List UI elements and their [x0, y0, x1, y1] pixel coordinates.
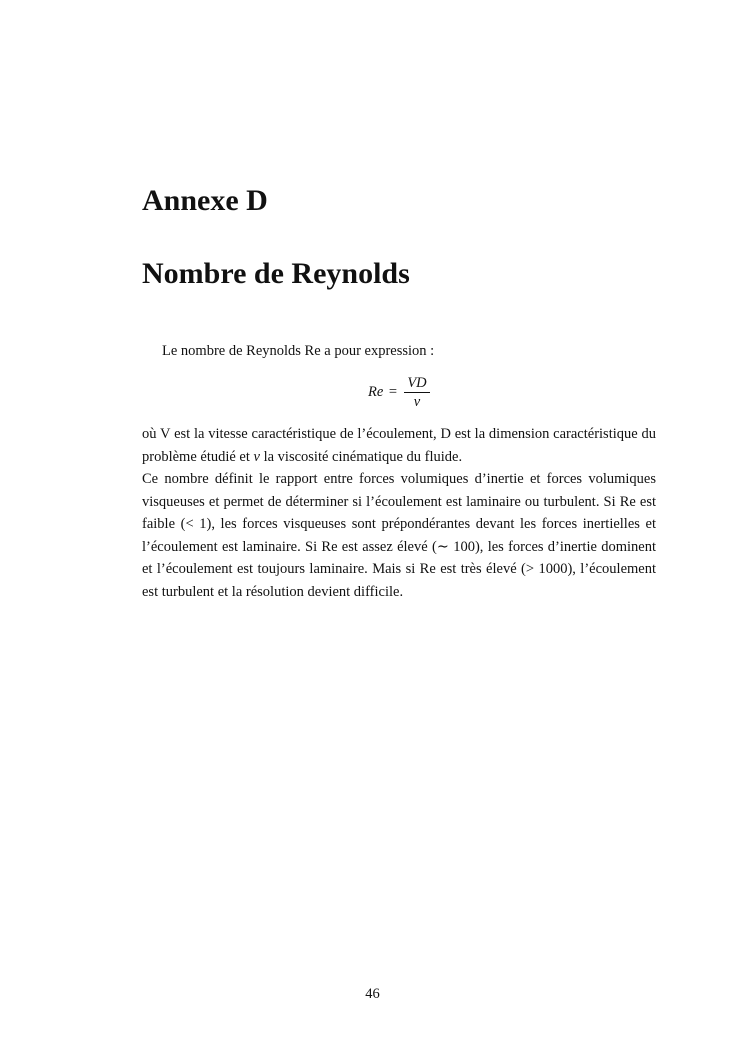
page-number: 46: [365, 986, 380, 1002]
equation-denominator: ν: [413, 394, 421, 410]
viscosity-symbol: ν: [253, 448, 260, 465]
paragraph-definition-part1: où V est la vitesse caractéristique de l’écoulement, D est la dimension caractéristique du problème étudié et: [142, 426, 656, 465]
paragraph-definition-part2: la viscosité cinématique du fluide.: [259, 448, 463, 465]
equation-numerator: VD: [404, 374, 430, 393]
paragraph-explanation: Ce nombre définit le rapport entre forces volumiques d’inertie et forces volumiques visqueuses et permet de déterminer si l’écoulement est laminaire ou turbulent. Si Re est faible (< 1), les forces visqueuses sont prépondérantes devant les forces inertielles et l’écoulement est laminaire. Si Re est assez élevé (∼ 100), les forces d’inertie dominent et l’écoulement est toujours laminaire. Mais si Re est très élevé (> 1000), l’écoulement est turbulent et la résolution devient difficile.: [142, 471, 656, 600]
equation-equals-sign: =: [388, 384, 398, 400]
body-text: [142, 423, 656, 603]
equation-lhs-symbol: Re: [368, 384, 384, 400]
chapter-title: Nombre de Reynolds: [142, 257, 410, 290]
intro-sentence: Le nombre de Reynolds Re a pour expression :: [162, 343, 435, 359]
equation-fraction: [404, 374, 430, 411]
chapter-label: Annexe D: [142, 184, 268, 217]
equation-lhs: [368, 384, 397, 401]
paragraph-definition: [142, 423, 656, 468]
